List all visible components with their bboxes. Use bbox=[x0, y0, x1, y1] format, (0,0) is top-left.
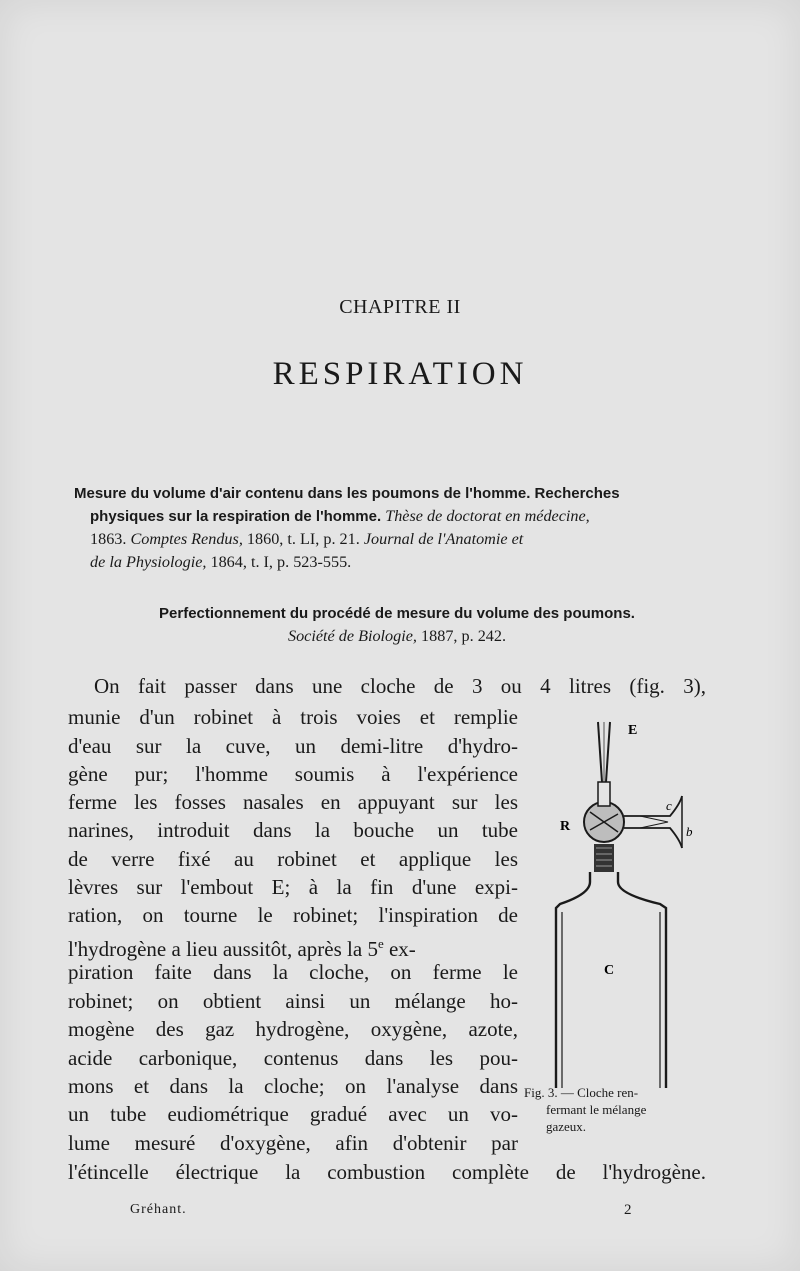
body-line: On fait passer dans une cloche de 3 ou 4 litres (fig. 3), bbox=[94, 674, 706, 698]
figure-caption: Fig. 3. — Cloche ren- fermant le mélange gazeux. bbox=[524, 1085, 647, 1134]
label-C: C bbox=[604, 963, 615, 978]
cloche-figure bbox=[540, 712, 720, 1092]
reference-2-line-2: Société de Biologie, 1887, p. 242. bbox=[287, 627, 507, 645]
label-b: b bbox=[686, 824, 693, 839]
chapter-title: RESPIRATION bbox=[272, 356, 528, 392]
bell-jar-left bbox=[556, 872, 590, 1088]
body-line: acide carbonique, contenus dans les pou- bbox=[68, 1046, 518, 1070]
page-number: 2 bbox=[624, 1202, 632, 1218]
body-line-with-superscript: l'hydrogène a lieu aussitôt, après la 5e ex- bbox=[68, 936, 416, 961]
chapter-heading: CHAPITRE II bbox=[339, 296, 461, 318]
body-line: de verre fixé au robinet et applique les bbox=[68, 847, 518, 871]
body-line: lèvres sur l'embout E; à la fin d'une expi- bbox=[68, 875, 518, 899]
body-line: narines, introduit dans la bouche un tube bbox=[68, 818, 518, 842]
body-line: robinet; on obtient ainsi un mélange ho- bbox=[68, 989, 518, 1013]
reference-1-line-3: 1863. Comptes Rendus, 1860, t. LI, p. 21. Journal de l'Anatomie et bbox=[90, 530, 524, 548]
reference-2-line-1: Perfectionnement du procédé de mesure du volume des poumons. bbox=[159, 605, 635, 622]
reference-2 bbox=[74, 602, 720, 648]
body-line: lume mesuré d'oxygène, afin d'obtenir par bbox=[68, 1131, 518, 1155]
body-line: piration faite dans la cloche, on ferme le bbox=[68, 960, 518, 984]
body-line: un tube eudiométrique gradué avec un vo- bbox=[68, 1102, 518, 1126]
body-line: ferme les fosses nasales en appuyant sur les bbox=[68, 790, 518, 814]
body-line: munie d'un robinet à trois voies et remplie bbox=[68, 705, 518, 729]
label-c: c bbox=[666, 798, 672, 813]
body-line: ration, on tourne le robinet; l'inspiration de bbox=[68, 903, 518, 927]
reference-1-line-2: physiques sur la respiration de l'homme. Thèse de doctorat en médecine, bbox=[90, 507, 590, 525]
side-outlet bbox=[624, 796, 682, 848]
body-line: l'étincelle électrique la combustion complète de l'hydrogène. bbox=[68, 1160, 706, 1184]
body-line: mons et dans la cloche; on l'analyse dans bbox=[68, 1074, 518, 1098]
label-R: R bbox=[560, 819, 571, 834]
reference-1-line-4: de la Physiologie, 1864, t. I, p. 523-555. bbox=[90, 553, 352, 571]
reference-1-line-1: Mesure du volume d'air contenu dans les poumons de l'homme. Recherches bbox=[74, 485, 620, 502]
body-line: d'eau sur la cuve, un demi-litre d'hydro- bbox=[68, 734, 518, 758]
body-line: mogène des gaz hydrogène, oxygène, azote, bbox=[68, 1017, 518, 1041]
bell-jar-right bbox=[618, 872, 666, 1088]
footer-author: Gréhant. bbox=[130, 1202, 187, 1217]
reference-1 bbox=[74, 482, 720, 574]
body-line: gène pur; l'homme soumis à l'expérience bbox=[68, 762, 518, 786]
label-E: E bbox=[628, 723, 638, 738]
